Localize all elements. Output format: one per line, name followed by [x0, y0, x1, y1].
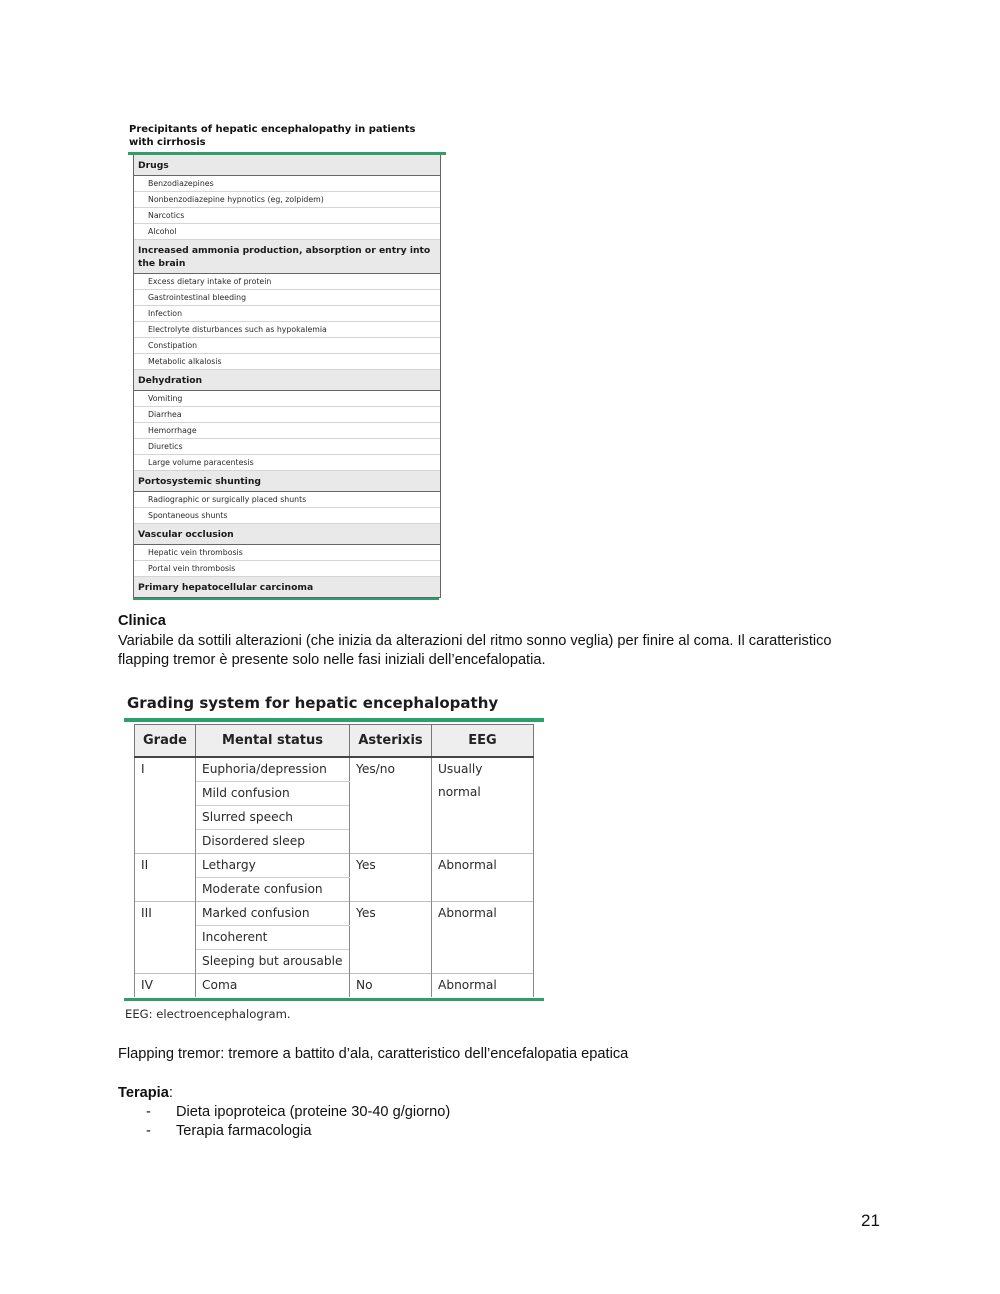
- section-heading: Primary hepatocellular carcinoma: [134, 577, 440, 598]
- grading-grid: [134, 724, 534, 997]
- section-heading: Dehydration: [134, 370, 440, 391]
- grade-cell: I: [135, 757, 196, 854]
- section-heading: Drugs: [134, 155, 440, 176]
- asterixis-cell: Yes: [350, 854, 432, 902]
- grade-cell: II: [135, 854, 196, 902]
- grade-cell: IV: [135, 974, 196, 998]
- eeg-cell: Abnormal: [432, 974, 534, 998]
- precipitants-table: [128, 123, 446, 600]
- table-row: Hemorrhage: [134, 423, 440, 439]
- grading-footnote: EEG: electroencephalogram.: [125, 1007, 291, 1021]
- grading-body: [135, 757, 534, 997]
- eeg-cell: Usually normal: [432, 757, 534, 854]
- clinica-text-line-1: Variabile da sottili alterazioni (che inizia da alterazioni del ritmo sonno veglia) per finire al coma. Il caratteristico: [118, 633, 832, 649]
- mental-status-cell: Coma: [196, 974, 350, 998]
- list-item-text: Dieta ipoproteica (proteine 30-40 g/giorno): [176, 1104, 451, 1120]
- mental-status-cell: Lethargy: [196, 854, 350, 878]
- section-heading: Vascular occlusion: [134, 524, 440, 545]
- mental-status-cell: Marked confusion: [196, 902, 350, 926]
- grading-header-row: [135, 725, 534, 758]
- table-row: Portal vein thrombosis: [134, 561, 440, 577]
- clinica-text-line-2: flapping tremor è presente solo nelle fasi iniziali dell’encefalopatia.: [118, 652, 546, 668]
- table-row: [135, 902, 534, 926]
- mental-status-cell: Incoherent: [196, 926, 350, 950]
- table-row: Radiographic or surgically placed shunts: [134, 492, 440, 508]
- table-row: Excess dietary intake of protein: [134, 274, 440, 290]
- table-row: Alcohol: [134, 224, 440, 240]
- table-row: Gastrointestinal bleeding: [134, 290, 440, 306]
- terapia-heading: [118, 1084, 173, 1104]
- table-row: Constipation: [134, 338, 440, 354]
- section-heading: Increased ammonia production, absorption or entry into the brain: [134, 240, 440, 274]
- list-item-text: Terapia farmacologia: [176, 1123, 312, 1139]
- terapia-heading-label: Terapia: [118, 1085, 169, 1101]
- table-row: Narcotics: [134, 208, 440, 224]
- header-eeg: EEG: [432, 725, 534, 758]
- table-row: Diuretics: [134, 439, 440, 455]
- eeg-cell: Abnormal: [432, 902, 534, 974]
- table-row: Spontaneous shunts: [134, 508, 440, 524]
- table-row: Large volume paracentesis: [134, 455, 440, 471]
- list-item: [146, 1103, 450, 1123]
- mental-status-cell: Sleeping but arousable: [196, 950, 350, 974]
- table-row: Benzodiazepines: [134, 176, 440, 192]
- eeg-cell: Abnormal: [432, 854, 534, 902]
- header-grade: Grade: [135, 725, 196, 758]
- list-item: [146, 1122, 311, 1142]
- mental-status-cell: Mild confusion: [196, 782, 350, 806]
- asterixis-cell: Yes/no: [350, 757, 432, 854]
- table-row: [135, 854, 534, 878]
- mental-status-cell: Euphoria/depression: [196, 757, 350, 782]
- precipitants-bottom-rule: [133, 598, 439, 600]
- table-row: Diarrhea: [134, 407, 440, 423]
- terapia-heading-colon: :: [168, 1085, 173, 1101]
- grading-table: [124, 693, 544, 1021]
- table-row: Nonbenzodiazepine hypnotics (eg, zolpidem): [134, 192, 440, 208]
- table-row: Hepatic vein thrombosis: [134, 545, 440, 561]
- list-bullet: -: [146, 1104, 151, 1120]
- asterixis-cell: Yes: [350, 902, 432, 974]
- table-row: Vomiting: [134, 391, 440, 407]
- precipitants-body: [133, 155, 441, 598]
- table-row: Electrolyte disturbances such as hypokalemia: [134, 322, 440, 338]
- flapping-tremor-text: Flapping tremor: tremore a battito d’ala, caratteristico dell’encefalopatia epatica: [118, 1046, 629, 1062]
- grade-cell: III: [135, 902, 196, 974]
- page-number: 21: [861, 1211, 880, 1230]
- header-asterixis: Asterixis: [350, 725, 432, 758]
- grading-title: Grading system for hepatic encephalopathy: [127, 694, 499, 712]
- table-row: [135, 757, 534, 782]
- section-heading: Portosystemic shunting: [134, 471, 440, 492]
- header-mental-status: Mental status: [196, 725, 350, 758]
- precipitants-title: Precipitants of hepatic encephalopathy in patients with cirrhosis: [129, 124, 416, 148]
- table-row: Metabolic alkalosis: [134, 354, 440, 370]
- clinica-heading: Clinica: [118, 613, 166, 629]
- mental-status-cell: Moderate confusion: [196, 878, 350, 902]
- asterixis-cell: No: [350, 974, 432, 998]
- mental-status-cell: Disordered sleep: [196, 830, 350, 854]
- table-row: Infection: [134, 306, 440, 322]
- list-bullet: -: [146, 1123, 151, 1139]
- grading-bottom-rule: [124, 998, 544, 1001]
- table-row: [135, 974, 534, 998]
- grading-top-rule: [124, 718, 544, 722]
- mental-status-cell: Slurred speech: [196, 806, 350, 830]
